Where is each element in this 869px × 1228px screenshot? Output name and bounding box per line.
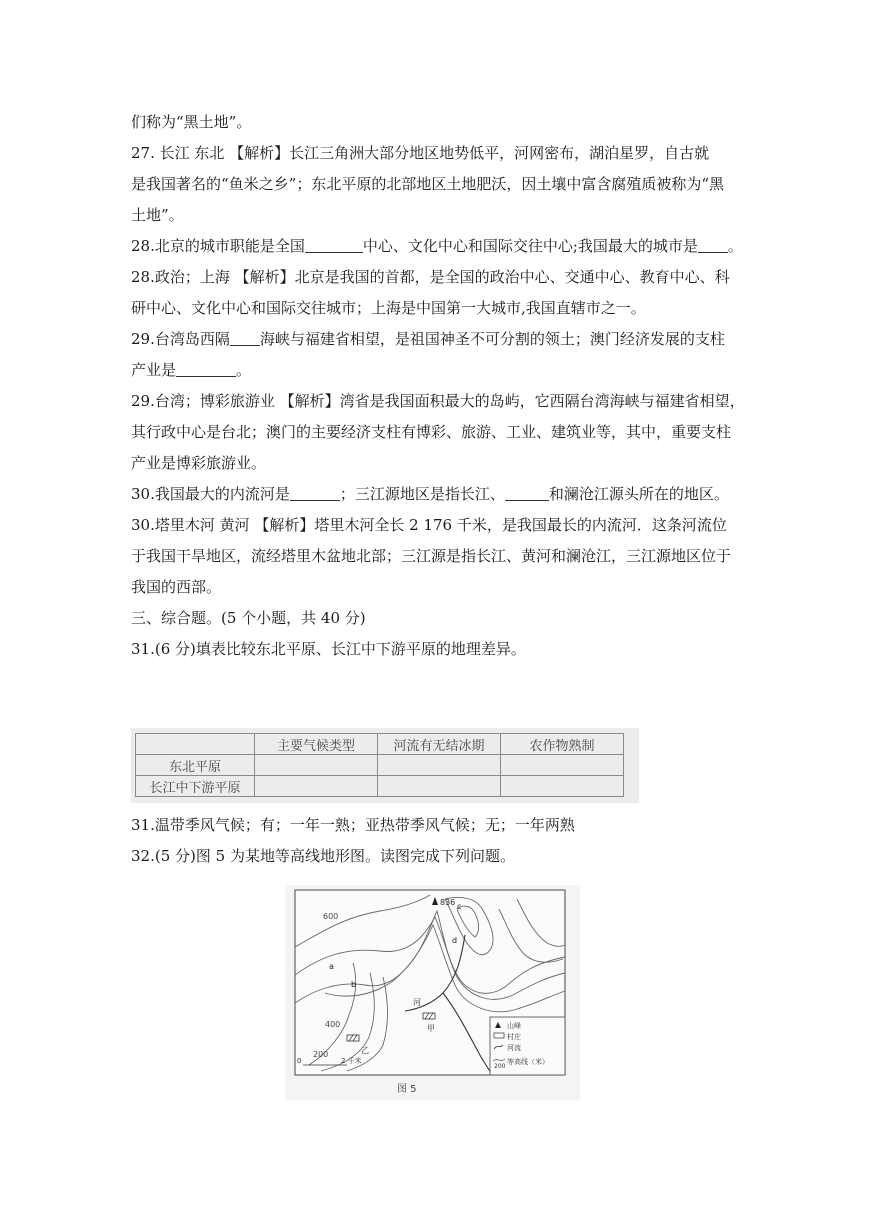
peak-label: 836: [440, 898, 456, 907]
question-text: 。: [236, 361, 252, 379]
answer-29: 29.台湾；博彩旅游业 【解析】湾省是我国面积最大的岛屿，它西隔台湾海峡与福建省相望，: [131, 392, 745, 410]
question-text: 28.北京的城市职能是全国: [131, 237, 305, 255]
question-text: 中心、文化中心和国际交往中心;我国最大的城市是: [362, 237, 698, 255]
comparison-table: [135, 733, 624, 797]
text-line: 于我国干旱地区，流经塔里木盆地北部；三江源是指长江、黄河和澜沧江，三江源地区位于: [131, 547, 732, 565]
question-29-cont: [131, 355, 741, 386]
question-32: 32.(5 分)图 5 为某地等高线地形图。读图完成下列问题。: [131, 847, 515, 865]
table-cell: 东北平原: [136, 755, 255, 776]
village-icon: [423, 1013, 435, 1019]
village-label: 乙: [361, 1046, 369, 1055]
question-28: [131, 231, 741, 262]
question-text: 海峡与福建省相望，是祖国神圣不可分割的领土；澳门经济发展的支柱: [259, 330, 725, 348]
answer-blank: [505, 486, 549, 501]
answer-blank: [305, 238, 363, 253]
question-text: 产业是: [131, 361, 177, 379]
text-line: 产业是博彩旅游业。: [131, 454, 267, 472]
contour-label: 400: [325, 1020, 341, 1029]
text-line: 们称为“黑土地”。: [131, 113, 252, 131]
answer-31: 31.温带季风气候；有；一年一熟；亚热带季风气候；无；一年两熟: [131, 816, 575, 834]
table-cell: [255, 755, 378, 776]
question-29: [131, 324, 741, 355]
table-header-row: [136, 734, 624, 755]
legend-contour-sample: 200: [494, 1063, 506, 1070]
table-cell: [255, 776, 378, 797]
answer-30: 30.塔里木河 黄河 【解析】塔里木河全长 2 176 千米，是我国最长的内流河．这条河流位: [131, 516, 727, 534]
question-text: ；三江源地区是指长江、: [339, 485, 505, 503]
text-line: 是我国著名的“鱼米之乡”；东北平原的北部地区土地肥沃，因土壤中富含腐殖质被称为“黑: [131, 175, 725, 193]
answer-blank: [176, 362, 236, 377]
question-text: 。: [727, 237, 743, 255]
point-label: c: [457, 902, 462, 911]
legend-label: 山峰: [507, 1022, 521, 1030]
table-header-cell: [136, 734, 255, 755]
contour-label: 200: [313, 1050, 329, 1059]
answer-28: 28.政治；上海 【解析】北京是我国的首都，是全国的政治中心、交通中心、教育中心、科: [131, 268, 730, 286]
text-line: 其行政中心是台北；澳门的主要经济支柱有博彩、旅游、工业、建筑业等，其中，重要支柱: [131, 423, 732, 441]
question-text: 和澜沧江源头所在的地区。: [548, 485, 729, 503]
table-header-cell: 河流有无结冰期: [378, 734, 501, 755]
question-text: 30.我国最大的内流河是: [131, 485, 290, 503]
comparison-table-image: [131, 728, 639, 803]
question-30: [131, 479, 741, 510]
point-label: a: [329, 962, 334, 971]
answer-blank: [698, 238, 728, 253]
answer-blank: [290, 486, 340, 501]
scale-text: 2 千米: [341, 1057, 362, 1065]
contour-map-figure: [285, 885, 580, 1100]
table-cell: [378, 776, 501, 797]
answer-27: 27. 长江 东北 【解析】长江三角洲大部分地区地势低平，河网密布，湖泊星罗，自古就: [131, 144, 710, 162]
table-cell: 长江中下游平原: [136, 776, 255, 797]
text-line: 土地”。: [131, 206, 184, 224]
text-line: 研中心、文化中心和国际交往城市；上海是中国第一大城市,我国直辖市之一。: [131, 299, 646, 317]
question-31: 31.(6 分)填表比较东北平原、长江中下游平原的地理差异。: [131, 640, 526, 658]
contour-label: 600: [323, 912, 339, 921]
legend-label: 河流: [507, 1044, 521, 1052]
legend-label: 等高线（米）: [507, 1058, 549, 1066]
legend-village-icon: [494, 1033, 504, 1038]
answer-blank: [230, 331, 260, 346]
village-icon: [347, 1035, 359, 1041]
village-label: 甲: [427, 1024, 435, 1033]
table-header-cell: 主要气候类型: [255, 734, 378, 755]
table-cell: [501, 776, 624, 797]
text-line: 我国的西部。: [131, 578, 222, 596]
point-label: b: [351, 980, 357, 989]
table-cell: [378, 755, 501, 776]
question-text: 29.台湾岛西隔: [131, 330, 230, 348]
text-block-1: [131, 107, 745, 665]
table-row: [136, 755, 624, 776]
scale-start: 0: [297, 1057, 302, 1065]
text-block-2: [131, 810, 741, 872]
table-header-cell: 农作物熟制: [501, 734, 624, 755]
section-heading: 三、综合题。(5 个小题，共 40 分): [131, 609, 366, 627]
river-label: 河: [413, 998, 421, 1007]
table-row: [136, 776, 624, 797]
legend-label: 村庄: [507, 1033, 521, 1041]
table-cell: [501, 755, 624, 776]
point-label: d: [452, 936, 458, 945]
figure-caption: 图 5: [397, 1084, 417, 1095]
